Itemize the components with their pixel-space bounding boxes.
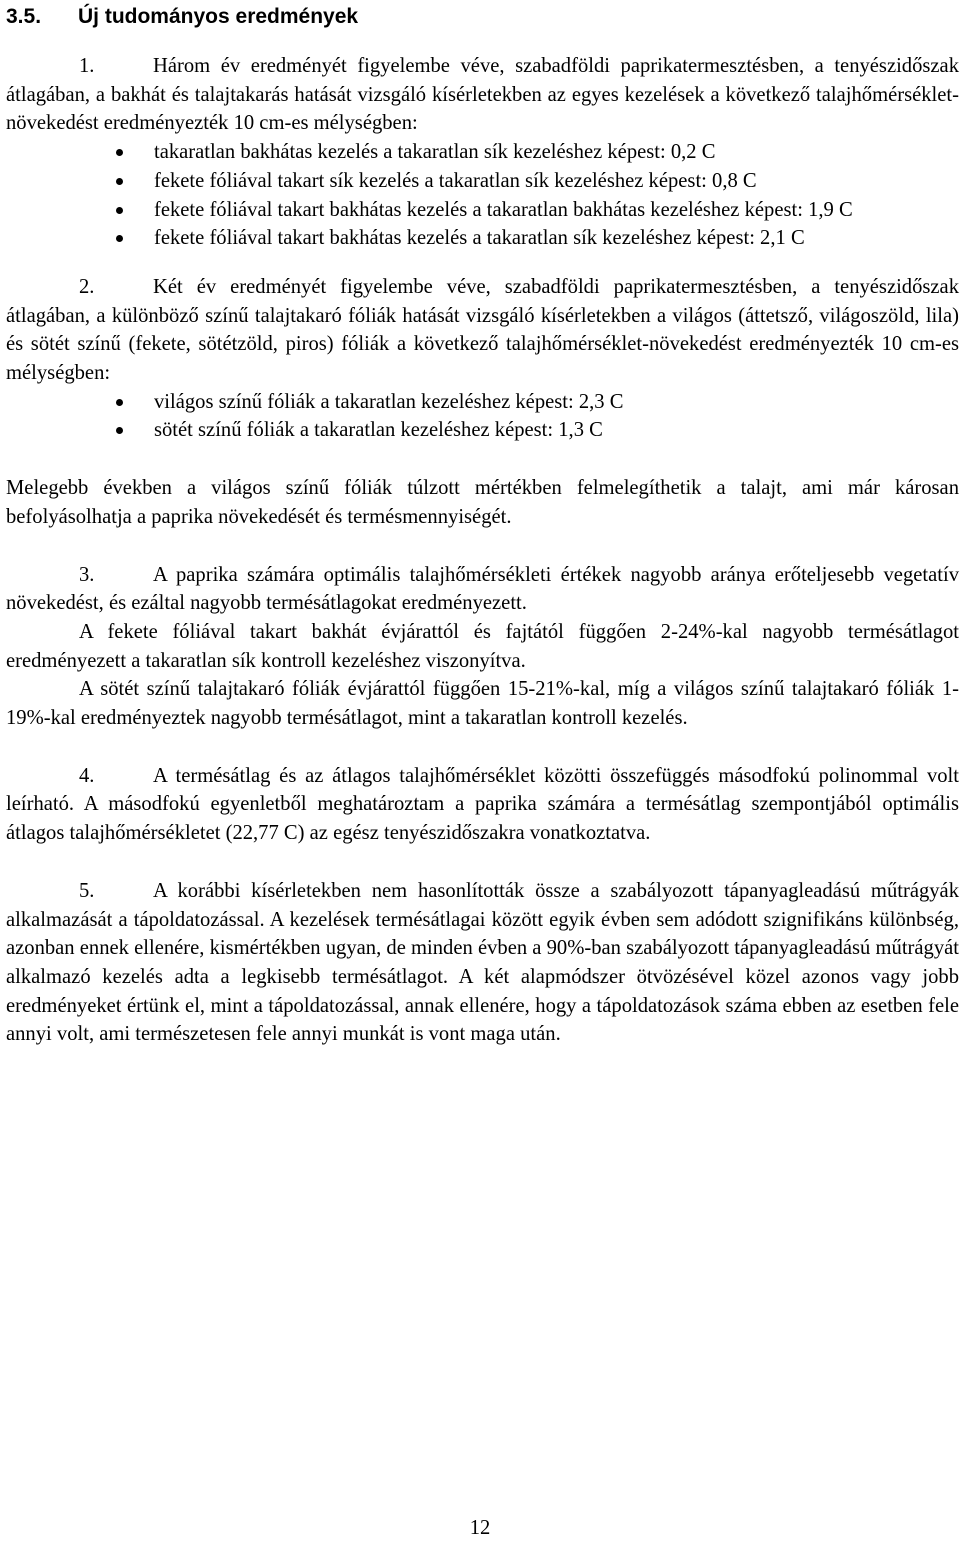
result-item-2 [6, 273, 959, 388]
spacer [6, 848, 959, 877]
item-text: Két év eredményét figyelembe véve, szabadföldi paprikatermesztésben, a tenyészidőszak átlagában, a különböző színű talajtakaró fóliák hatását vizsgáló kísérletekben a világos (áttetsző, világoszöld, lila) és sötét színű (fekete, sötétzöld, piros) fóliák a következő talajhőmérséklet-növekedést eredményezték 10 cm-es mélységben: [6, 275, 959, 385]
list-item [6, 167, 959, 196]
list-item [6, 416, 959, 445]
result-item-5 [6, 877, 959, 1049]
bullet-icon [116, 207, 123, 214]
item-number: 1. [79, 55, 95, 77]
paragraph-warm-years: Melegebb években a világos színű fóliák túlzott mértékben felmelegíthetik a talajt, ami már károsan befolyásolhatja a paprika növekedését és termésmennyiségét. [6, 477, 959, 528]
list-item-text: fekete fóliával takart bakhátas kezelés a takaratlan sík kezeléshez képest: 2,1 C [154, 227, 805, 250]
bullet-icon [116, 149, 123, 156]
list-item-text: sötét színű fóliák a takaratlan kezeléshez képest: 1,3 C [154, 419, 603, 442]
section-title: Új tudományos eredmények [78, 5, 359, 28]
list-item-text: takaratlan bakhátas kezelés a takaratlan sík kezeléshez képest: 0,2 C [154, 141, 716, 164]
list-item [6, 196, 959, 225]
list-item [6, 388, 959, 417]
item-text: A korábbi kísérletekben nem hasonlították össze a szabályozott tápanyagleadású műtrágyák alkalmazását a tápoldatozással. A kezelések termésátlagai között egyik évben sem adódott szignifikáns különbség, azonban ennek ellenére, kismértékben ugyan, de minden évben a 90%-ban szabályozott tápanyagleadású műtrágyát alkalmazó kezelés adta a legkisebb termésátlagot. A két alapmódszer ötvözésével közel azonos vagy jobb eredményeket értünk el, mint a tápoldatozással, annak ellenére, hogy a tápoldatozások száma ebben az esetben fele annyi volt, ami természetesen fele annyi munkát is vont maga után. [6, 879, 959, 1046]
bullet-icon [116, 178, 123, 185]
item-text: A paprika számára optimális talajhőmérsékleti értékek nagyobb aránya erőteljesebb vegetatív növekedést, és ezáltal nagyobb termésátlagokat eredményezett. [6, 563, 959, 615]
result-item-4 [6, 762, 959, 848]
item-number: 3. [79, 563, 95, 586]
result-item-3 [6, 561, 959, 618]
item-text: A termésátlag és az átlagos talajhőmérséklet közötti összefüggés másodfokú polinommal volt leírható. A másodfokú egyenletből meghatároztam a paprika számára a termésátlag szempontjából optimális átlagos talajhőmérsékletet (22,77 C) az egész tenyészidőszakra vonatkoztatva. [6, 764, 959, 845]
spacer [6, 733, 959, 762]
bullet-icon [116, 399, 123, 406]
paragraph: A sötét színű talajtakaró fóliák évjárattól függően 15-21%-kal, míg a világos színű talajtakaró fóliák 1-19%-kal eredményeztek nagyobb termésátlagot, mint a takaratlan kontroll kezelés. [6, 678, 959, 730]
list-item [6, 224, 959, 253]
section-number: 3.5. [6, 5, 42, 28]
spacer [6, 253, 959, 273]
item-text: Három év eredményét figyelembe véve, szabadföldi paprikatermesztésben, a tenyészidőszak átlagában, a bakhát és talajtakarás hatását vizsgáló kísérletekben az egyes kezelések a következő talajhőmérséklet-növekedést eredményezték 10 cm-es mélységben: [6, 55, 959, 135]
item-2-bullet-list [6, 388, 959, 445]
spacer [6, 532, 959, 561]
list-item-text: fekete fóliával takart sík kezelés a takaratlan sík kezeléshez képest: 0,8 C [154, 169, 757, 192]
spacer [6, 445, 959, 474]
page-number: 12 [469, 1517, 491, 1539]
list-item-text: világos színű fóliák a takaratlan kezeléshez képest: 2,3 C [154, 390, 624, 413]
document-page [6, 2, 959, 1049]
section-heading [6, 2, 959, 32]
item-number: 2. [79, 275, 95, 298]
paragraph: A fekete fóliával takart bakhát évjárattól és fajtától függően 2-24%-kal nagyobb termésátlagot eredményezett a takaratlan sík kontroll kezeléshez viszonyítva. [6, 620, 959, 672]
spacer [6, 32, 959, 52]
list-item [6, 138, 959, 167]
item-number: 5. [79, 879, 95, 902]
item-1-bullet-list [6, 138, 959, 253]
bullet-icon [116, 427, 123, 434]
item-number: 4. [79, 764, 95, 787]
result-item-1 [6, 52, 959, 138]
bullet-icon [116, 235, 123, 242]
list-item-text: fekete fóliával takart bakhátas kezelés a takaratlan bakhátas kezeléshez képest: 1,9 C [154, 198, 853, 221]
